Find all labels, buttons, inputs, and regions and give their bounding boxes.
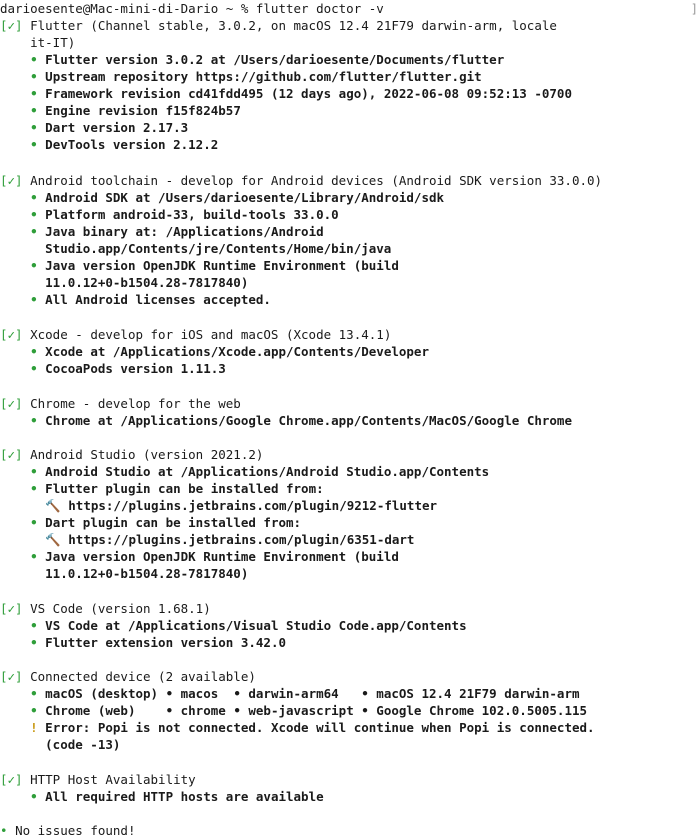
hammer-icon: 🔨: [45, 532, 61, 547]
detail-line: [0, 514, 700, 531]
detail-text: CocoaPods version 1.11.3: [45, 361, 226, 376]
detail-line: [0, 788, 700, 805]
detail-line: [0, 51, 700, 68]
detail-line: [0, 68, 700, 85]
detail-line: [0, 85, 700, 102]
bullet-icon: •: [30, 190, 38, 205]
plugin-link[interactable]: https://plugins.jetbrains.com/plugin/6351-dart: [68, 532, 415, 547]
check-icon: [✓]: [0, 447, 23, 462]
check-icon: [✓]: [0, 669, 23, 684]
bullet-icon: •: [30, 515, 38, 530]
detail-text: Java version OpenJDK Runtime Environment (build: [45, 549, 399, 564]
plugin-link-line: [0, 497, 700, 514]
xcode-header: Xcode - develop for iOS and macOS (Xcode 13.4.1): [30, 327, 392, 342]
detail-text: Upstream repository https://github.com/flutter/flutter.git: [45, 69, 482, 84]
error-text: Error: Popi is not connected. Xcode will continue when Popi is connected.: [45, 720, 595, 735]
bullet-icon: •: [30, 224, 38, 239]
detail-text: All Android licenses accepted.: [45, 292, 271, 307]
bullet-icon: •: [30, 344, 38, 359]
detail-text: Studio.app/Contents/jre/Contents/Home/bin/java: [45, 241, 392, 256]
device-text: macOS (desktop) • macos • darwin-arm64 • macOS 12.4 21F79 darwin-arm: [45, 686, 580, 701]
flutter-header: Flutter (Channel stable, 3.0.2, on macOS 12.4 21F79 darwin-arm, locale: [30, 18, 557, 33]
xcode-header-line: [0, 326, 700, 343]
error-text: (code -13): [45, 737, 121, 752]
chrome-header-line: [0, 395, 700, 412]
detail-text: DevTools version 2.12.2: [45, 137, 219, 152]
summary-line: [0, 822, 700, 839]
bullet-icon: •: [30, 549, 38, 564]
bullet-icon: •: [30, 361, 38, 376]
bullet-icon: •: [30, 464, 38, 479]
check-icon: [✓]: [0, 601, 23, 616]
vscode-header: VS Code (version 1.68.1): [30, 601, 211, 616]
detail-line: [0, 223, 700, 240]
detail-text: Platform android-33, build-tools 33.0.0: [45, 207, 339, 222]
detail-line: [0, 257, 700, 274]
bullet-icon: •: [30, 413, 38, 428]
flutter-header-wrap: [0, 34, 700, 51]
bullet-icon: •: [30, 618, 38, 633]
detail-text: VS Code at /Applications/Visual Studio Code.app/Contents: [45, 618, 467, 633]
prompt-line: [0, 0, 700, 17]
detail-line: [0, 291, 700, 308]
http-header-line: [0, 771, 700, 788]
detail-text: Java binary at: /Applications/Android: [45, 224, 324, 239]
bullet-icon: •: [30, 120, 38, 135]
detail-line-cont: [0, 240, 700, 257]
detail-line: [0, 119, 700, 136]
detail-text: 11.0.12+0-b1504.28-7817840): [45, 275, 249, 290]
bullet-icon: •: [30, 207, 38, 222]
devices-header-line: [0, 668, 700, 685]
android-header: Android toolchain - develop for Android devices (Android SDK version 33.0.0): [30, 173, 603, 188]
detail-text: Xcode at /Applications/Xcode.app/Contents/Developer: [45, 344, 429, 359]
detail-line: [0, 136, 700, 153]
detail-text: Dart version 2.17.3: [45, 120, 189, 135]
android-header-line: [0, 172, 700, 189]
hammer-icon: 🔨: [45, 498, 61, 513]
detail-text: Flutter plugin can be installed from:: [45, 481, 324, 496]
detail-line-cont: [0, 274, 700, 291]
detail-text: Android SDK at /Users/darioesente/Library/Android/sdk: [45, 190, 445, 205]
check-icon: [✓]: [0, 173, 23, 188]
bullet-icon: •: [30, 686, 38, 701]
detail-text: 11.0.12+0-b1504.28-7817840): [45, 566, 249, 581]
right-bracket: ]: [690, 2, 698, 16]
detail-line: [0, 634, 700, 651]
device-text: Chrome (web) • chrome • web-javascript • Google Chrome 102.0.5005.115: [45, 703, 588, 718]
detail-line: [0, 412, 700, 429]
command-text: flutter doctor -v: [255, 1, 384, 16]
detail-line: [0, 343, 700, 360]
detail-text: Android Studio at /Applications/Android Studio.app/Contents: [45, 464, 490, 479]
detail-line: [0, 206, 700, 223]
bullet-icon: •: [30, 703, 38, 718]
check-icon: [✓]: [0, 772, 23, 787]
studio-header: Android Studio (version 2021.2): [30, 447, 264, 462]
detail-text: Dart plugin can be installed from:: [45, 515, 302, 530]
vscode-header-line: [0, 600, 700, 617]
flutter-header-line: [0, 17, 700, 34]
bullet-icon: •: [30, 292, 38, 307]
check-icon: [✓]: [0, 327, 23, 342]
error-line-cont: [0, 736, 700, 753]
detail-text: Framework revision cd41fdd495 (12 days ago), 2022-06-08 09:52:13 -0700: [45, 86, 572, 101]
error-line: [0, 719, 700, 736]
bullet-icon: •: [30, 69, 38, 84]
detail-line: [0, 360, 700, 377]
detail-text: Flutter version 3.0.2 at /Users/darioesente/Documents/flutter: [45, 52, 505, 67]
detail-line: [0, 102, 700, 119]
detail-line: [0, 480, 700, 497]
chrome-header: Chrome - develop for the web: [30, 396, 241, 411]
summary-text: No issues found!: [15, 823, 136, 838]
device-row: [0, 702, 700, 719]
device-row: [0, 685, 700, 702]
devices-header: Connected device (2 available): [30, 669, 256, 684]
detail-text: Flutter extension version 3.42.0: [45, 635, 286, 650]
detail-text: Java version OpenJDK Runtime Environment (build: [45, 258, 399, 273]
plugin-link-line: [0, 531, 700, 548]
bullet-icon: •: [30, 258, 38, 273]
check-icon: [✓]: [0, 396, 23, 411]
detail-line: [0, 548, 700, 565]
warning-icon: !: [30, 720, 38, 735]
bullet-icon: •: [30, 789, 38, 804]
plugin-link[interactable]: https://plugins.jetbrains.com/plugin/9212-flutter: [68, 498, 438, 513]
detail-text: Engine revision f15f824b57: [45, 103, 241, 118]
detail-line: [0, 617, 700, 634]
bullet-icon: •: [30, 635, 38, 650]
detail-text: Chrome at /Applications/Google Chrome.app/Contents/MacOS/Google Chrome: [45, 413, 572, 428]
http-header: HTTP Host Availability: [30, 772, 196, 787]
bullet-icon: •: [30, 103, 38, 118]
bullet-icon: •: [30, 137, 38, 152]
detail-line: [0, 463, 700, 480]
detail-line-cont: [0, 565, 700, 582]
studio-header-line: [0, 446, 700, 463]
detail-line: [0, 189, 700, 206]
bullet-icon: •: [0, 823, 8, 838]
detail-text: All required HTTP hosts are available: [45, 789, 324, 804]
bullet-icon: •: [30, 86, 38, 101]
bullet-icon: •: [30, 52, 38, 67]
flutter-header-cont: it-IT): [30, 35, 76, 50]
prompt: darioesente@Mac-mini-di-Dario ~ %: [0, 1, 256, 16]
bullet-icon: •: [30, 481, 38, 496]
check-icon: [✓]: [0, 18, 23, 33]
